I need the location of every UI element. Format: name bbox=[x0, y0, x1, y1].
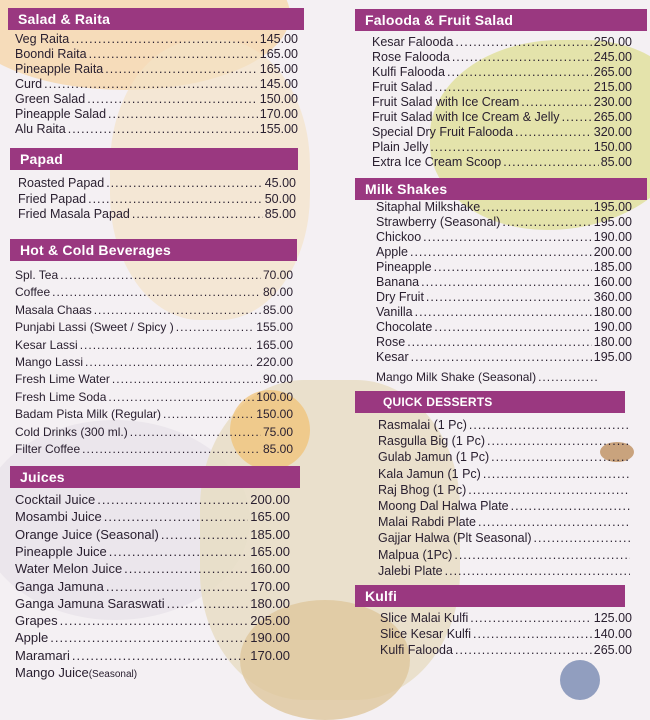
leader-dots bbox=[68, 122, 258, 136]
leader-dots bbox=[534, 531, 630, 545]
item-price: 155.00 bbox=[259, 122, 298, 136]
leader-dots bbox=[562, 110, 592, 124]
item-name: Extra Ice Cream Scoop bbox=[372, 155, 502, 169]
item-name: Gajjar Halwa (Plt Seasonal) bbox=[378, 531, 532, 546]
leader-dots bbox=[88, 192, 263, 206]
item-price: 230.00 bbox=[593, 95, 632, 109]
item-name: Orange Juice (Seasonal) bbox=[15, 526, 159, 542]
leader-dots bbox=[511, 499, 630, 513]
menu-item bbox=[376, 350, 632, 364]
item-price: 165.00 bbox=[259, 62, 298, 76]
leader-dots bbox=[50, 630, 248, 645]
leader-dots bbox=[473, 627, 592, 641]
leader-dots bbox=[411, 350, 592, 364]
leader-dots bbox=[176, 320, 255, 334]
item-name: Kulfi Falooda bbox=[380, 643, 453, 657]
menu-item bbox=[372, 50, 632, 64]
item-price: 220.00 bbox=[256, 355, 293, 369]
section-header-salad-raita: Salad & Raita bbox=[8, 8, 304, 30]
item-name: Cocktail Juice bbox=[15, 492, 96, 507]
item-name: Spl. Tea bbox=[15, 268, 59, 282]
item-price: 185.00 bbox=[250, 526, 290, 542]
menu-item bbox=[15, 122, 298, 136]
menu-item bbox=[376, 275, 632, 289]
item-price: 265.00 bbox=[593, 643, 632, 657]
menu-item bbox=[378, 548, 632, 562]
leader-dots bbox=[447, 65, 592, 79]
bg-blueberry bbox=[560, 660, 600, 700]
leader-dots bbox=[430, 140, 591, 154]
item-note: (Seasonal) bbox=[88, 669, 138, 680]
menu-item bbox=[15, 62, 298, 76]
item-name: Mango Juice bbox=[15, 665, 89, 680]
menu-item bbox=[15, 425, 293, 439]
leader-dots bbox=[82, 442, 261, 456]
menu-item bbox=[376, 200, 632, 214]
item-name: Dry Fruit bbox=[376, 290, 424, 304]
leader-dots bbox=[108, 107, 258, 121]
item-name: Maramari bbox=[15, 647, 70, 663]
item-name: Masala Chaas bbox=[15, 302, 92, 317]
leader-dots bbox=[452, 50, 592, 64]
item-name: Rasmalai (1 Pc) bbox=[378, 418, 467, 432]
item-name: Strawberry (Seasonal) bbox=[376, 215, 501, 229]
item-price: 100.00 bbox=[256, 389, 293, 404]
item-price: 190.00 bbox=[593, 230, 632, 244]
item-name: Cold Drinks (300 ml.) bbox=[15, 424, 128, 439]
item-name: Fried Masala Papad bbox=[18, 207, 130, 221]
leader-dots bbox=[72, 648, 248, 663]
item-name: Special Dry Fruit Falooda bbox=[372, 125, 514, 139]
menu-item bbox=[372, 65, 632, 79]
item-name: Raj Bhog (1 Pc) bbox=[378, 482, 467, 497]
leader-dots bbox=[85, 355, 254, 369]
item-name: Mosambi Juice bbox=[15, 509, 102, 525]
menu-item bbox=[376, 305, 632, 319]
item-price: 180.00 bbox=[593, 335, 632, 349]
item-price: 195.00 bbox=[593, 215, 632, 229]
item-price: 85.00 bbox=[262, 442, 293, 456]
item-name: Alu Raita bbox=[15, 122, 66, 136]
item-name: Slice Malai Kulfi bbox=[380, 611, 469, 625]
item-name: Apple bbox=[15, 630, 49, 646]
leader-dots bbox=[483, 467, 630, 481]
menu-item bbox=[380, 611, 632, 625]
menu-item bbox=[380, 643, 632, 657]
item-price: 265.00 bbox=[593, 65, 632, 79]
item-name: Boondi Raita bbox=[15, 47, 87, 61]
leader-dots bbox=[468, 483, 630, 497]
item-price: 150.00 bbox=[593, 140, 632, 154]
item-name: Malpua (1Pc) bbox=[378, 547, 453, 562]
leader-dots bbox=[445, 564, 630, 578]
item-name: Coffee bbox=[15, 285, 51, 300]
item-price: 45.00 bbox=[264, 176, 296, 190]
menu-item bbox=[378, 450, 632, 464]
menu-item bbox=[15, 596, 290, 611]
leader-dots bbox=[482, 200, 592, 214]
item-name: Banana bbox=[376, 275, 420, 289]
leader-dots bbox=[521, 95, 591, 109]
item-price: 265.00 bbox=[593, 110, 632, 124]
item-price: 165.00 bbox=[259, 47, 298, 61]
leader-dots bbox=[410, 245, 592, 259]
item-name: Mango Milk Shake (Seasonal) bbox=[376, 370, 537, 384]
item-name: Grapes bbox=[15, 613, 58, 629]
leader-dots bbox=[44, 77, 258, 91]
menu-item bbox=[378, 483, 632, 497]
menu-item bbox=[18, 207, 296, 221]
item-name: Malai Rabdi Plate bbox=[378, 515, 476, 530]
menu-item bbox=[15, 579, 290, 594]
leader-dots bbox=[106, 579, 248, 594]
menu-item bbox=[372, 155, 632, 169]
item-name: Rose bbox=[376, 335, 406, 349]
item-name: Rose Falooda bbox=[372, 50, 450, 64]
leader-dots bbox=[89, 47, 258, 61]
item-price: 80.00 bbox=[262, 285, 293, 300]
menu-item bbox=[372, 110, 632, 124]
menu-item bbox=[15, 77, 298, 91]
leader-dots bbox=[455, 643, 592, 657]
leader-dots bbox=[132, 207, 263, 221]
item-price: 160.00 bbox=[250, 561, 290, 577]
menu-item bbox=[15, 47, 298, 61]
menu-item bbox=[18, 192, 296, 206]
item-price: 145.00 bbox=[259, 77, 298, 91]
item-price: 160.00 bbox=[593, 275, 632, 289]
menu-item bbox=[376, 245, 632, 259]
item-price: 195.00 bbox=[593, 350, 632, 364]
item-name: Curd bbox=[15, 77, 43, 91]
item-price: 150.00 bbox=[259, 92, 298, 106]
menu-item bbox=[15, 268, 293, 282]
item-price: 85.00 bbox=[600, 155, 632, 169]
menu-item bbox=[15, 527, 290, 542]
menu-item bbox=[376, 230, 632, 244]
leader-dots bbox=[434, 80, 591, 94]
item-price: 190.00 bbox=[593, 320, 632, 334]
menu-item bbox=[15, 630, 290, 645]
item-name: Jalebi Plate bbox=[378, 563, 443, 578]
leader-dots bbox=[124, 561, 248, 576]
section-header-juices: Juices bbox=[10, 466, 300, 488]
leader-dots bbox=[423, 230, 592, 244]
item-name: Kesar Lassi bbox=[15, 337, 78, 352]
item-name: Fruit Salad with Ice Cream & Jelly bbox=[372, 110, 560, 124]
leader-dots bbox=[487, 434, 630, 448]
leader-dots bbox=[104, 509, 249, 524]
leader-dots bbox=[455, 35, 591, 49]
item-price: 145.00 bbox=[259, 32, 298, 46]
item-price: 150.00 bbox=[256, 407, 293, 422]
menu-item bbox=[15, 92, 298, 106]
item-name: Pineapple bbox=[376, 260, 432, 274]
item-price: 170.00 bbox=[250, 578, 290, 594]
menu-item bbox=[15, 544, 290, 559]
item-name: Rasgulla Big (1 Pc) bbox=[378, 434, 485, 449]
leader-dots bbox=[109, 544, 248, 559]
menu-item bbox=[15, 338, 293, 352]
leader-dots bbox=[491, 450, 630, 464]
leader-dots bbox=[71, 32, 258, 46]
item-name: Punjabi Lassi (Sweet / Spicy ) bbox=[15, 320, 174, 335]
item-name: Badam Pista Milk (Regular) bbox=[15, 407, 162, 422]
menu-item bbox=[380, 627, 632, 641]
menu-item bbox=[378, 531, 632, 545]
item-price: 165.00 bbox=[250, 543, 290, 559]
menu-item bbox=[15, 32, 298, 46]
leader-dots bbox=[538, 370, 598, 384]
leader-dots bbox=[94, 303, 261, 317]
menu-item bbox=[378, 418, 632, 432]
leader-dots bbox=[407, 335, 592, 349]
item-price: 165.00 bbox=[250, 509, 290, 525]
item-name: Fruit Salad bbox=[372, 80, 433, 94]
item-name: Pineapple Salad bbox=[15, 107, 107, 121]
item-name: Ganga Jamuna Saraswati bbox=[15, 595, 165, 611]
item-name: Pineapple Raita bbox=[15, 62, 104, 76]
leader-dots bbox=[478, 515, 630, 529]
menu-item bbox=[18, 176, 296, 190]
item-price: 190.00 bbox=[250, 630, 290, 646]
section-header-milkshakes: Milk Shakes bbox=[355, 178, 647, 200]
item-name: Roasted Papad bbox=[18, 176, 105, 190]
item-name: Fresh Lime Soda bbox=[15, 389, 107, 404]
leader-dots bbox=[470, 611, 592, 625]
menu-item bbox=[376, 320, 632, 334]
menu-item bbox=[15, 355, 293, 369]
menu-item bbox=[376, 335, 632, 349]
item-price: 360.00 bbox=[593, 290, 632, 304]
item-price: 90.00 bbox=[262, 372, 293, 387]
menu-item bbox=[15, 372, 293, 386]
item-price: 165.00 bbox=[256, 337, 293, 352]
item-price: 250.00 bbox=[593, 35, 632, 49]
item-name: Pineapple Juice bbox=[15, 543, 107, 559]
menu-item bbox=[372, 35, 632, 49]
leader-dots bbox=[167, 596, 249, 611]
item-price: 180.00 bbox=[593, 305, 632, 319]
item-price: 195.00 bbox=[593, 200, 632, 214]
menu-item bbox=[378, 515, 632, 529]
item-name: Veg Raita bbox=[15, 32, 70, 46]
item-price: 70.00 bbox=[262, 268, 293, 282]
menu-item bbox=[15, 107, 298, 121]
item-name: Gulab Jamun (1 Pc) bbox=[378, 450, 490, 465]
item-name: Kulfi Falooda bbox=[372, 65, 445, 79]
leader-dots bbox=[106, 176, 263, 190]
leader-dots bbox=[60, 613, 249, 628]
leader-dots bbox=[105, 62, 258, 76]
leader-dots bbox=[421, 275, 592, 289]
item-price: 140.00 bbox=[593, 627, 632, 641]
item-name: Filter Coffee bbox=[15, 442, 81, 456]
item-price: 205.00 bbox=[250, 613, 290, 629]
item-price: 200.00 bbox=[250, 492, 290, 507]
item-name: Chocolate bbox=[376, 320, 433, 334]
menu-item bbox=[15, 509, 290, 524]
menu-item bbox=[376, 215, 632, 229]
menu-item bbox=[376, 290, 632, 304]
leader-dots bbox=[97, 492, 248, 507]
menu-item bbox=[376, 260, 632, 274]
leader-dots bbox=[130, 425, 261, 439]
leader-dots bbox=[112, 372, 261, 386]
menu-item bbox=[15, 613, 290, 628]
item-price: 170.00 bbox=[250, 647, 290, 663]
leader-dots bbox=[503, 155, 599, 169]
item-price: 75.00 bbox=[262, 424, 293, 439]
item-price: 185.00 bbox=[593, 260, 632, 274]
menu-item bbox=[376, 370, 600, 384]
leader-dots bbox=[161, 527, 248, 542]
leader-dots bbox=[80, 338, 255, 352]
item-name: Green Salad bbox=[15, 92, 86, 106]
menu-item bbox=[372, 140, 632, 154]
menu-item bbox=[378, 499, 632, 513]
section-header-papad: Papad bbox=[10, 148, 298, 170]
menu-item bbox=[15, 320, 293, 334]
leader-dots bbox=[426, 290, 592, 304]
leader-dots bbox=[415, 305, 592, 319]
menu-item bbox=[372, 95, 632, 109]
section-header-quick-desserts: QUICK DESSERTS bbox=[355, 391, 625, 413]
item-name: Kala Jamun (1 Pc) bbox=[378, 466, 481, 481]
item-name: Slice Kesar Kulfi bbox=[380, 627, 472, 641]
menu-item bbox=[372, 80, 632, 94]
leader-dots bbox=[87, 92, 258, 106]
item-name: Kesar Falooda bbox=[372, 35, 454, 49]
menu-item bbox=[15, 648, 290, 663]
menu-item bbox=[15, 561, 290, 576]
item-name: Ganga Jamuna bbox=[15, 578, 104, 594]
item-name: Chickoo bbox=[376, 230, 422, 244]
item-price: 85.00 bbox=[262, 302, 293, 317]
item-name: Sitaphal Milkshake bbox=[376, 200, 481, 214]
item-price: 200.00 bbox=[593, 245, 632, 259]
item-name: Moong Dal Halwa Plate bbox=[378, 499, 509, 513]
item-price: 170.00 bbox=[259, 107, 298, 121]
menu-item bbox=[15, 665, 137, 680]
menu-item bbox=[15, 285, 293, 299]
item-price: 180.00 bbox=[250, 595, 290, 611]
item-price: 50.00 bbox=[264, 191, 296, 206]
item-price: 215.00 bbox=[593, 80, 632, 94]
item-price: 85.00 bbox=[264, 207, 296, 221]
section-header-beverages: Hot & Cold Beverages bbox=[10, 239, 297, 261]
item-name: Water Melon Juice bbox=[15, 561, 123, 577]
item-price: 245.00 bbox=[593, 50, 632, 64]
item-name: Plain Jelly bbox=[372, 140, 429, 154]
section-header-kulfi: Kulfi bbox=[355, 585, 625, 607]
leader-dots bbox=[454, 548, 630, 562]
item-name: Fresh Lime Water bbox=[15, 372, 110, 387]
item-name: Fruit Salad with Ice Cream bbox=[372, 95, 520, 109]
leader-dots bbox=[108, 390, 254, 404]
menu-item bbox=[15, 303, 293, 317]
item-name: Mango Lassi bbox=[15, 355, 84, 369]
menu-item bbox=[378, 434, 632, 448]
menu-item bbox=[378, 467, 632, 481]
menu-item bbox=[15, 492, 290, 507]
item-price: 125.00 bbox=[593, 611, 632, 625]
leader-dots bbox=[469, 418, 630, 432]
item-name: Fried Papad bbox=[18, 191, 87, 206]
item-price: 155.00 bbox=[256, 320, 293, 335]
item-name: Kesar bbox=[376, 350, 409, 364]
leader-dots bbox=[515, 125, 592, 139]
item-name: Apple bbox=[376, 245, 408, 259]
item-name: Vanilla bbox=[376, 305, 413, 319]
leader-dots bbox=[434, 260, 592, 274]
section-header-falooda: Falooda & Fruit Salad bbox=[355, 9, 647, 31]
leader-dots bbox=[52, 285, 261, 299]
menu-item bbox=[378, 564, 632, 578]
menu-item bbox=[15, 407, 293, 421]
menu-item bbox=[15, 442, 293, 456]
menu-item bbox=[372, 125, 632, 139]
leader-dots bbox=[163, 407, 254, 421]
leader-dots bbox=[502, 215, 591, 229]
leader-dots bbox=[60, 268, 261, 282]
item-price: 320.00 bbox=[593, 125, 632, 139]
leader-dots bbox=[434, 320, 591, 334]
menu-item bbox=[15, 390, 293, 404]
